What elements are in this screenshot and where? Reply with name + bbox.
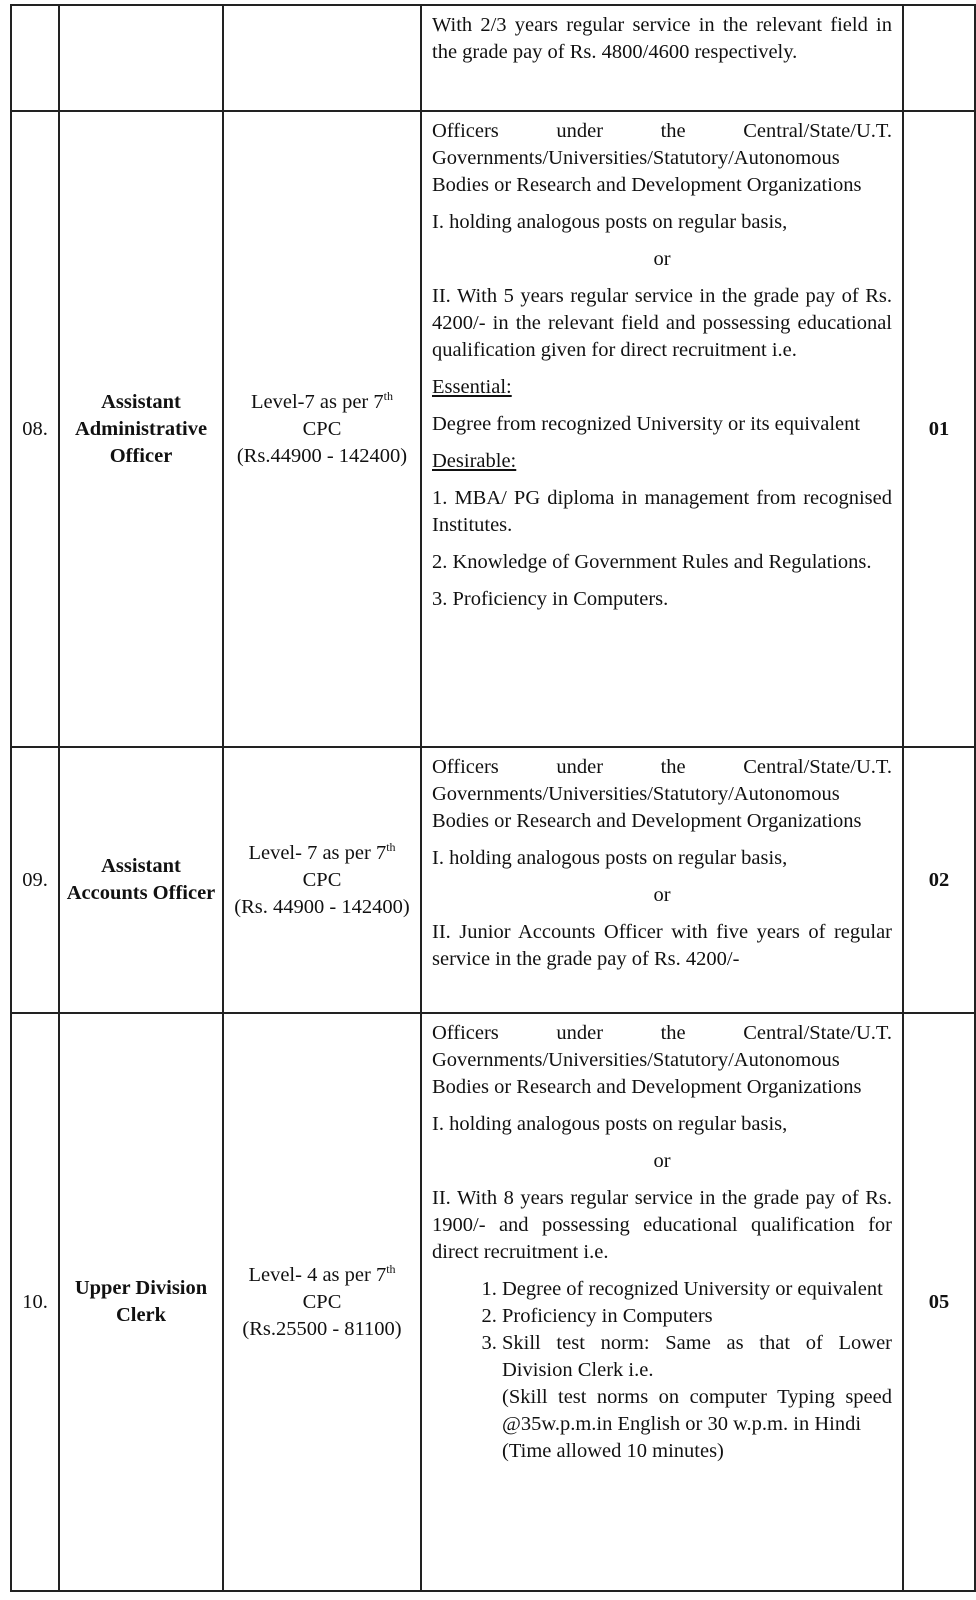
post-cell: Assistant Accounts Officer [59, 747, 223, 1013]
skill-test-time: (Time allowed 10 minutes) [502, 1440, 724, 1462]
qualification-text: With 2/3 years regular service in the relevant field in the grade pay of Rs. 4800/4600 respectively. [432, 14, 892, 63]
serial-cell [11, 5, 59, 111]
table-row [11, 747, 975, 1013]
desirable-item: 3. Proficiency in Computers. [432, 588, 669, 610]
qualification-text: Officers under the Central/State/U.T. Governments/Universities/Statutory/Autonomous Bodies or Research and Development Organizations [432, 120, 892, 196]
pay-level-sup: th [383, 388, 393, 403]
desirable-item: 1. MBA/ PG diploma in management from recognised Institutes. [432, 487, 892, 536]
vacancy-count [903, 5, 975, 111]
pay-level: Level- 4 as per 7 [248, 1263, 387, 1286]
table-row [11, 111, 975, 747]
serial-cell: 10. [11, 1013, 59, 1591]
vacancy-count: 05 [903, 1013, 975, 1591]
pay-level-sup: th [386, 1261, 396, 1276]
pay-level: Level-7 as per 7 [251, 390, 384, 413]
requirements-list [432, 1276, 892, 1465]
qualification-text: II. With 5 years regular service in the grade pay of Rs. 4200/- in the relevant field and possessing educational qualification given for direct recruitment i.e. [432, 285, 892, 361]
qualification-text: I. holding analogous posts on regular basis, [432, 1113, 788, 1135]
qualification-cell [421, 111, 903, 747]
recruitment-table [10, 4, 976, 1592]
pay-range: (Rs.25500 - 81100) [242, 1317, 402, 1340]
qualification-text: Officers under the Central/State/U.T. Governments/Universities/Statutory/Autonomous Bodies or Research and Development Organizations [432, 1022, 892, 1098]
pay-commission: CPC [302, 417, 342, 440]
qualification-text: Officers under the Central/State/U.T. Governments/Universities/Statutory/Autonomous Bodies or Research and Development Organizations [432, 756, 892, 832]
or-separator: or [653, 1150, 671, 1172]
post-cell [59, 5, 223, 111]
list-item-text: Skill test norm: Same as that of Lower Division Clerk i.e. [502, 1332, 892, 1381]
pay-cell [223, 111, 421, 747]
pay-range: (Rs. 44900 - 142400) [234, 895, 410, 918]
desirable-item: 2. Knowledge of Government Rules and Regulations. [432, 551, 872, 573]
table-row [11, 5, 975, 111]
skill-test-note: (Skill test norms on computer Typing speed @35w.p.m.in English or 30 w.p.m. in Hindi [502, 1386, 892, 1435]
qualification-cell [421, 5, 903, 111]
or-separator: or [653, 884, 671, 906]
pay-commission: CPC [302, 868, 342, 891]
pay-range: (Rs.44900 - 142400) [236, 444, 408, 467]
serial-cell: 09. [11, 747, 59, 1013]
pay-level-sup: th [386, 839, 396, 854]
pay-commission: CPC [302, 1290, 342, 1313]
qualification-cell [421, 1013, 903, 1591]
pay-level: Level- 7 as per 7 [248, 841, 387, 864]
list-item [502, 1330, 892, 1465]
essential-text: Degree from recognized University or its equivalent [432, 413, 861, 435]
qualification-cell [421, 747, 903, 1013]
vacancy-count: 01 [903, 111, 975, 747]
pay-cell [223, 747, 421, 1013]
or-separator: or [653, 248, 671, 270]
list-item: 2. Proficiency in Computers [502, 1303, 892, 1330]
qualification-text: II. With 8 years regular service in the grade pay of Rs. 1900/- and possessing educational qualification for direct recruitment i.e. [432, 1187, 892, 1263]
qualification-text: II. Junior Accounts Officer with five years of regular service in the grade pay of Rs. 4200/- [432, 921, 892, 970]
vacancy-count: 02 [903, 747, 975, 1013]
serial-cell: 08. [11, 111, 59, 747]
pay-cell [223, 5, 421, 111]
qualification-text: I. holding analogous posts on regular basis, [432, 847, 788, 869]
post-cell: Assistant Administrative Officer [59, 111, 223, 747]
qualification-text: I. holding analogous posts on regular basis, [432, 211, 788, 233]
desirable-heading: Desirable: [432, 450, 517, 472]
post-cell: Upper Division Clerk [59, 1013, 223, 1591]
pay-cell [223, 1013, 421, 1591]
list-item: 1. Degree of recognized University or equivalent [502, 1276, 892, 1303]
essential-heading: Essential: [432, 376, 512, 398]
table-row [11, 1013, 975, 1591]
